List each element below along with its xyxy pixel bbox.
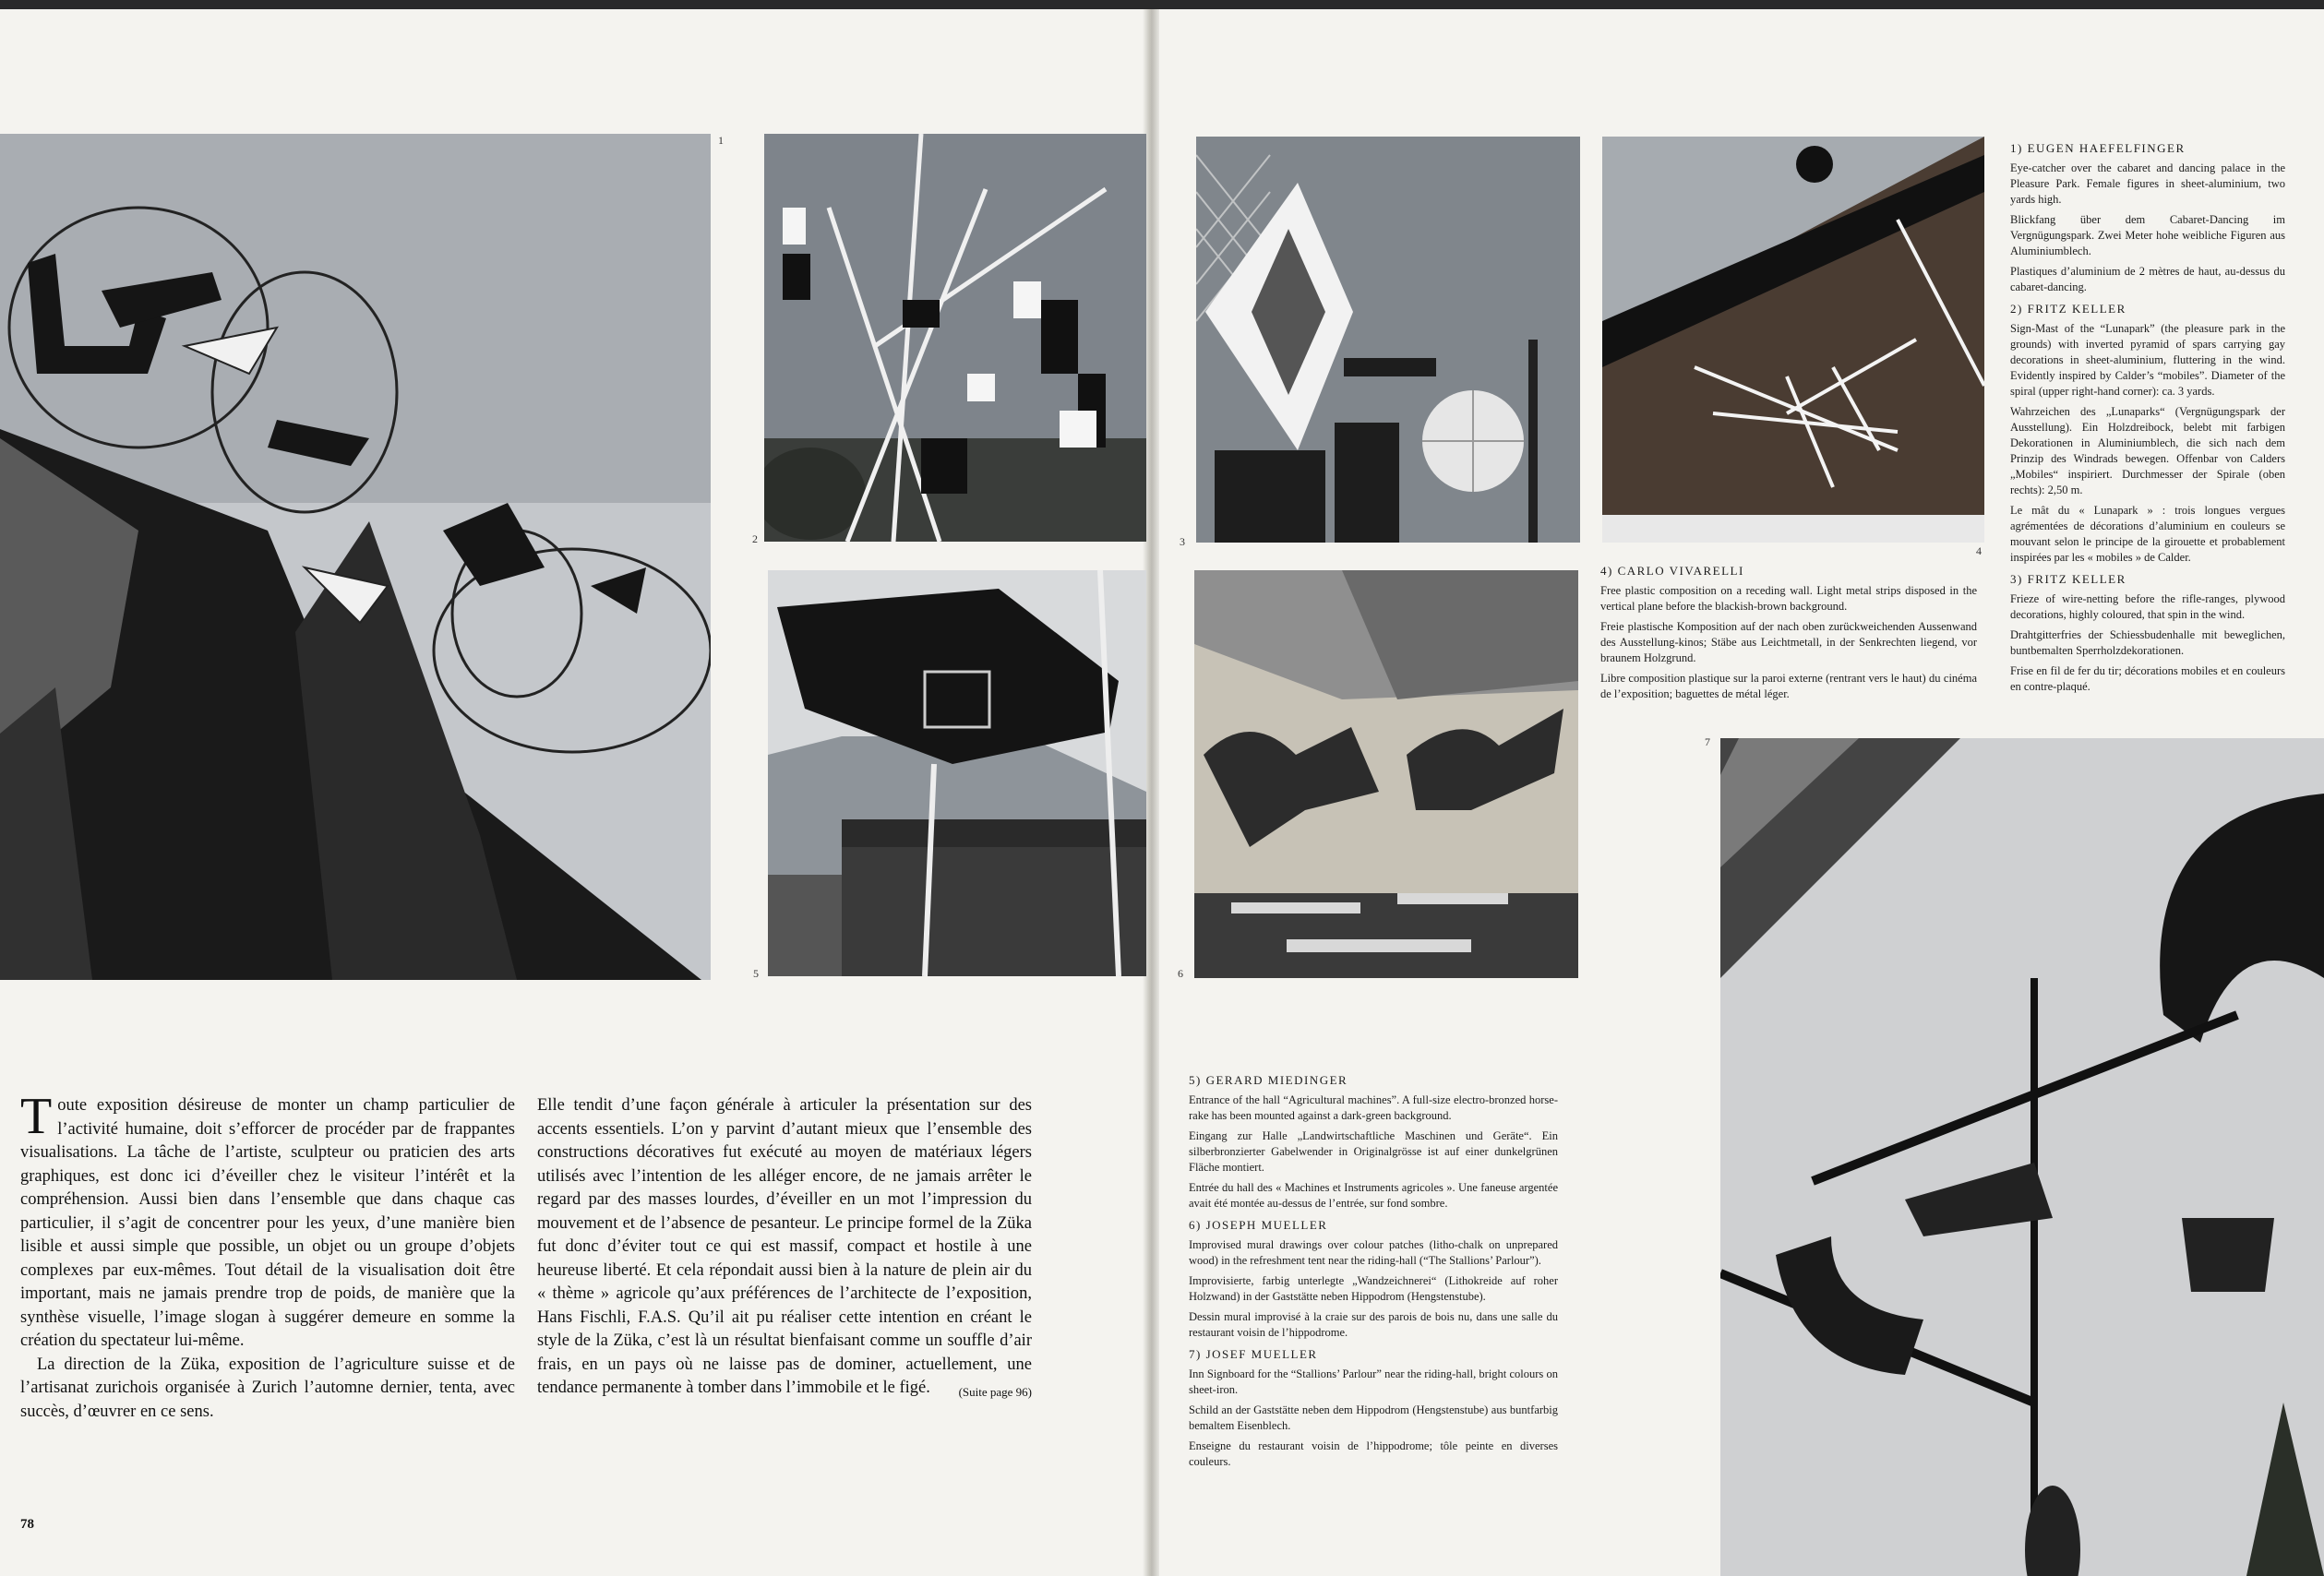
photo-number: 7: [1705, 735, 1710, 748]
caption-de: Eingang zur Halle „Landwirtschaftliche Maschinen und Geräte“. Ein silberbronzierter Gabelwender in Originalgrösse ist auf einer dunkelgrünen Fläche montiert.: [1189, 1129, 1558, 1174]
photo-number: 6: [1178, 967, 1183, 980]
caption-1: [2010, 140, 2285, 295]
caption-en: Frieze of wire-netting before the rifle-ranges, plywood decorations, highly coloured, that spin in the wind.: [2010, 592, 2285, 621]
caption-heading: 1) EUGEN HAEFELFINGER: [2010, 141, 2186, 155]
caption-fr: Enseigne du restaurant voisin de l’hippodrome; tôle peinte en diverses couleurs.: [1189, 1439, 1558, 1468]
caption-fr: Dessin mural improvisé à la craie sur des parois de bois nu, dans une salle du restaurant voisin de l’hippodrome.: [1189, 1310, 1558, 1339]
sign-mast-photo: [764, 134, 1146, 542]
page-number: 78: [20, 1517, 34, 1532]
caption-fr: Frise en fil de fer du tir; décorations mobiles et en couleurs en contre-plaqué.: [2010, 664, 2285, 693]
photo-number: 4: [1976, 544, 1982, 557]
photo-number: 5: [753, 967, 759, 980]
metal-strips-wall-photo: [1602, 137, 1984, 543]
captions-1-3: [2010, 135, 2285, 699]
caption-en: Eye-catcher over the cabaret and dancing palace in the Pleasure Park. Female figures in sheet-aluminium, two yards high.: [2010, 161, 2285, 206]
inn-signboard-photo: [1720, 738, 2324, 1576]
article-column-left: [20, 1088, 515, 1424]
article-text: Elle tendit d’une façon générale à articuler la présentation sur des accents essentiels. L’on y parvint d’autant mieux que l’ensemble des constructions décoratives fut exécuté au moyen de matériaux légers utilisés avec l’intention de les alléger encore, de ne jamais arrêter le regard par des masses lourdes, d’éveiller en un mot l’impression du mouvement et de l’absence de pesanteur. Le principe formel de la Züka fut donc d’éviter tout ce qui est massif, compact et hostile à une heureuse liberté. Et cela répondait aussi bien à la nature de plein air du « thème » agricole qu’aux préférences de l’architecte de l’exposition, Hans Fischli, F.A.S. Qu’il ait pu réaliser cette intention en créant le style de la Züka, c’est là un résultat bienfaisant comme un souffle d’air frais, en un pays où ne laisse pas de dominer, actuellement, une tendance permanente à tomber dans l’immobile et le figé.: [537, 1096, 1032, 1397]
article-column-right: [537, 1094, 1032, 1404]
caption-heading: 4) CARLO VIVARELLI: [1600, 564, 1744, 578]
caption-de: Schild an der Gaststätte neben dem Hippodrom (Hengstenstube) aus buntfarbig bemaltem Eisenblech.: [1189, 1403, 1558, 1432]
wire-frieze-photo: [1196, 137, 1580, 543]
caption-de: Blickfang über dem Cabaret-Dancing im Vergnügungspark. Zwei Meter hohe weibliche Figuren aus Aluminiumblech.: [2010, 213, 2285, 257]
caption-5: [1189, 1072, 1558, 1212]
caption-de: Drahtgitterfries der Schiessbudenhalle mit beweglichen, buntbemalten Sperrholzdekorationen.: [2010, 628, 2285, 657]
caption-en: Improvised mural drawings over colour patches (litho-chalk on unprepared wood) in the refreshment tent near the riding-hall (“The Stallions’ Parlour”).: [1189, 1238, 1558, 1267]
caption-heading: 7) JOSEF MUELLER: [1189, 1347, 1318, 1361]
caption-heading: 2) FRITZ KELLER: [2010, 302, 2126, 316]
caption-de: Wahrzeichen des „Lunaparks“ (Vergnügungspark der Ausstellung). Ein Holzdreibock, belebt mit farbigen Dekorationen in Aluminiumblech, die sich nach dem Prinzip des Windrads bewegen. Offenbar von Calders „Mobiles“ inspiriert. Durchmesser der Spirale (oben rechts): 2,50 m.: [2010, 405, 2285, 496]
article-paragraph: [537, 1094, 1032, 1401]
caption-6: [1189, 1217, 1558, 1341]
caption-4: [1600, 557, 1977, 707]
article-paragraph: [20, 1088, 515, 1354]
photo-number: 1: [718, 134, 724, 147]
caption-heading: 6) JOSEPH MUELLER: [1189, 1218, 1328, 1232]
caption-fr: Entrée du hall des « Machines et Instruments agricoles ». Une faneuse argentée avait été montée au-dessus de l’entrée, sur fond sombre.: [1189, 1181, 1558, 1210]
caption-fr: Le mât du « Lunapark » : trois longues vergues agrémentées de décorations d’aluminium en couleurs se mouvant selon le principe de la girouette et probablement inspirées par les « mobiles » de Calder.: [2010, 504, 2285, 564]
caption-fr: Libre composition plastique sur la paroi externe (rentrant vers le haut) du cinéma de l’exposition; baguettes de métal léger.: [1600, 672, 1977, 700]
captions-5-7: [1189, 1067, 1558, 1475]
caption-de: Improvisierte, farbig unterlegte „Wandzeichnerei“ (Lithokreide auf roher Holzwand) in der Gaststätte neben Hippodrom (Hengstenstube).: [1189, 1274, 1558, 1303]
caption-de: Freie plastische Komposition auf der nach oben zurückweichenden Aussenwand des Ausstellung-kinos; Stäbe aus Leichtmetall, in der Senkrechten liegend, vor braunem Holzgrund.: [1600, 620, 1977, 664]
caption-7: [1189, 1346, 1558, 1470]
article-text: oute exposition désireuse de monter un champ particulier de l’activité humaine, doit s’efforcer de procéder par de frappantes visualisations. La tâche de l’artiste, sculpteur ou praticien des arts graphiques, est donc ici d’éveiller chez le visiteur l’intérêt et la compréhension. Aussi bien dans l’ensemble que dans chaque cas particulier, il s’agit de concentrer pour les yeux, d’une manière bien lisible et aussi simple que possible, un objet ou un groupe d’objets complexes par eux-mêmes. Tout détail de la visualisation doit être important, mais ne jamais prendre trop de poids, de manière que la synthèse visuelle, l’image slogan à suggérer demeure en somme la création du spectateur lui-même.: [20, 1096, 515, 1350]
caption-en: Free plastic composition on a receding wall. Light metal strips disposed in the vertical plane before the blackish-brown background.: [1600, 584, 1977, 613]
caption-2: [2010, 301, 2285, 566]
caption-en: Sign-Mast of the “Lunapark” (the pleasure park in the grounds) with inverted pyramid of spars carrying gay decorations in sheet-aluminium, fluttering in the wind. Evidently inspired by Calder’s “mobiles”. Diameter of the spiral (upper right-hand corner): ca. 3 yards.: [2010, 322, 2285, 398]
agricultural-hall-photo: [768, 570, 1146, 976]
article-paragraph: La direction de la Züka, exposition de l’agriculture suisse et de l’artisanat zurichois organisée à Zurich l’automne dernier, tenta, avec succès, d’œuvrer en ce sens.: [20, 1355, 515, 1421]
caption-en: Entrance of the hall “Agricultural machines”. A full-size electro-bronzed horse-rake has been mounted against a dark-green background.: [1189, 1093, 1558, 1122]
photo-number: 3: [1180, 535, 1185, 548]
caption-3: [2010, 571, 2285, 695]
aluminium-figures-photo: [0, 134, 711, 980]
caption-heading: 3) FRITZ KELLER: [2010, 572, 2126, 586]
drop-cap: T: [20, 1088, 53, 1145]
caption-en: Inn Signboard for the “Stallions’ Parlour” near the riding-hall, bright colours on sheet-iron.: [1189, 1367, 1558, 1396]
photo-number: 2: [752, 532, 758, 545]
continued-note: (Suite page 96): [958, 1385, 1032, 1399]
caption-heading: 5) GERARD MIEDINGER: [1189, 1073, 1348, 1087]
mural-tent-photo: [1194, 570, 1578, 978]
caption-fr: Plastiques d’aluminium de 2 mètres de haut, au-dessus du cabaret-dancing.: [2010, 265, 2285, 293]
